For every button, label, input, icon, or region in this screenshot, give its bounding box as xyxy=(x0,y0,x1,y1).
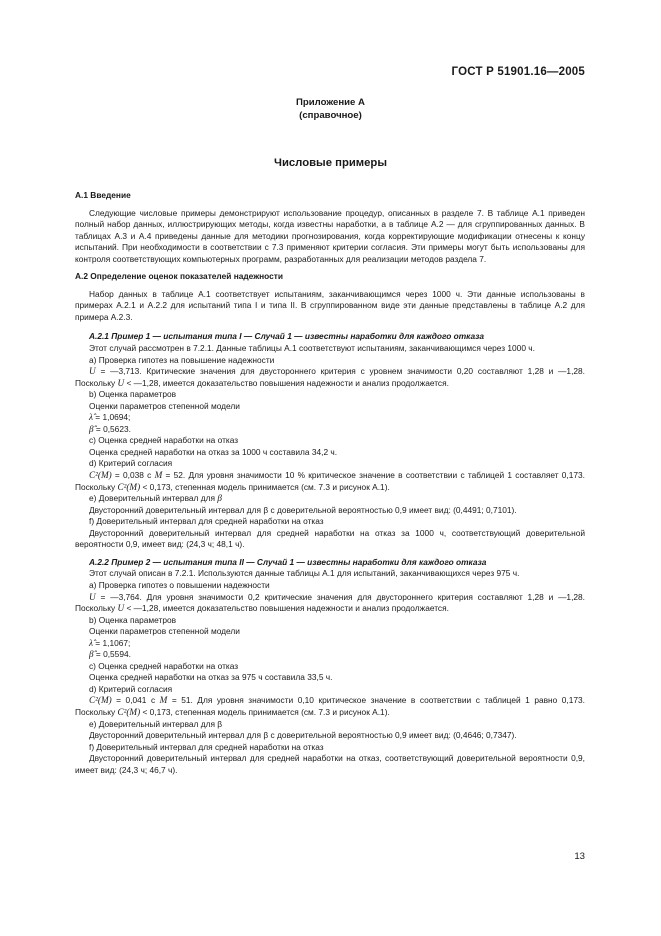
item-ex2-f-text: Двусторонний доверительный интервал для средней наработки на отказ, соответствующий доверительной вероятности 0,9, имеет вид: (24,3 ч; 46,7 ч). xyxy=(75,753,585,775)
item-ex2-b-label: b) Оценка параметров xyxy=(89,614,177,625)
subsection-heading-a22: А.2.2 Пример 2 — испытания типа II — Случай 1 — известны наработки для каждого отказа xyxy=(89,556,487,567)
item-ex2-c-text: Оценка средней наработки на отказ за 975 ч составила 33,5 ч. xyxy=(89,672,333,683)
paragraph-intro: Следующие числовые примеры демонстрируют использование процедур, описанных в разделе 7. В таблице А.1 приведен полный набор данных, иллюстрирующих методы, когда известны наработки, а в таблице А.2 — для сгруппированных данных. В таблицах А.3 и А.4 приведены данные для методики прогнозирования, когда корректирующие модификации отнесены к концу испытаний. При необходимости в соответствии с 7.3 применяют критерии согласия. Эти примеры могут быть использованы для контроля соответствующих компьютерных программ, разработанных для реализации методов раздела 7. xyxy=(75,207,585,264)
section-heading-a1: А.1 Введение xyxy=(75,190,131,200)
item-ex2-d-label: d) Критерий согласия xyxy=(89,683,173,694)
item-ex2-d-text: C²(M) = 0,041 с M = 51. Для уровня значимости 0,10 критическое значение в соответствии с таблицей 1 равно 0,173. Поскольку C²(M) < 0,173, степенная модель принимается (см. 7.3 и рисунок А.1). xyxy=(75,695,585,717)
section-heading-a2: А.2 Определение оценок показателей надежности xyxy=(75,271,284,282)
item-ex2-b-sub: Оценки параметров степенной модели xyxy=(89,626,240,637)
item-ex1-d-text: C²(M) = 0,038 с M = 52. Для уровня значимости 10 % критическое значение в соответствии с таблицей 1 составляет 0,173. Поскольку C²(M) < 0,173, степенная модель принимается (см. 7.3 и рисунок А.1). xyxy=(75,470,585,492)
item-ex1-a-label: а) Проверка гипотез на повышение надежности xyxy=(89,354,275,365)
item-ex1-b-label: b) Оценка параметров xyxy=(89,389,177,400)
paragraph-ex1-intro: Этот случай рассмотрен в 7.2.1. Данные таблицы А.1 соответствуют испытаниям, заканчивающимся через 1000 ч. xyxy=(89,343,535,354)
item-ex2-lambda: λ̂ = 1,1067; xyxy=(89,637,131,648)
item-ex2-f-label: f) Доверительный интервал для средней наработки на отказ xyxy=(89,741,324,752)
item-ex1-b-sub: Оценки параметров степенной модели xyxy=(89,400,240,411)
item-ex1-d-label: d) Критерий согласия xyxy=(89,458,173,469)
annex-type: (справочное) xyxy=(299,110,362,121)
item-ex1-e-label: е) Доверительный интервал для β xyxy=(89,493,222,504)
page-title: Числовые примеры xyxy=(274,157,387,169)
item-ex1-lambda: λ̂ = 1,0694; xyxy=(89,412,131,423)
item-ex2-beta: β̂ = 0,5594. xyxy=(89,649,131,660)
item-ex2-c-label: с) Оценка средней наработки на отказ xyxy=(89,660,239,671)
annex-label: Приложение А xyxy=(296,97,365,108)
item-ex1-f-label: f) Доверительный интервал для средней наработки на отказ xyxy=(89,516,324,527)
document-body xyxy=(75,190,585,776)
item-ex1-f-text: Двусторонний доверительный интервал для средней наработки на отказ за 1000 ч, соответствующий доверительной вероятности 0,9, имеет вид: (24,3 ч; 48,1 ч). xyxy=(75,527,585,550)
item-ex1-beta: β̂ = 0,5623. xyxy=(89,423,131,434)
item-ex2-a-text: U = —3,764. Для уровня значимости 0,2 критические значения для двустороннего критерия составляют 1,28 и —1,28. Поскольку U < —1,28, имеется доказательство повышения надежности и анализ продолжается. xyxy=(75,591,585,614)
paragraph-ex2-intro: Этот случай описан в 7.2.1. Используются данные таблицы А.1 для испытаний, заканчивающихся через 975 ч. xyxy=(89,568,520,579)
item-ex1-c-label: с) Оценка средней наработки на отказ xyxy=(89,435,239,446)
page-number: 13 xyxy=(574,851,585,862)
item-ex1-e-text: Двусторонний доверительный интервал для β с доверительной вероятностью 0,9 имеет вид: (0,4491; 0,7101). xyxy=(89,504,517,515)
standard-header: ГОСТ Р 51901.16—2005 xyxy=(451,66,585,78)
symbol-u: U xyxy=(89,366,96,377)
item-ex2-e-text: Двусторонний доверительный интервал для β с доверительной вероятностью 0,9 имеет вид: (0,4646; 0,7347). xyxy=(89,730,517,741)
item-ex1-a-text: U = —3,713. Критические значения для двустороннего критерия с уровнем значимости 0,20 составляют 1,28 и —1,28. Поскольку U < —1,28, имеется доказательство повышения надежности и анализ продолжается. xyxy=(75,366,585,388)
item-ex2-a-label: а) Проверка гипотез о повышении надежности xyxy=(89,579,270,590)
paragraph-a2: Набор данных в таблице А.1 соответствует испытаниям, заканчивающимся через 1000 ч. Эти данные использованы в примерах А.2.1 и А.2.2 для испытаний типа I и типа II. В сгруппированном виде эти данные представлены в таблице А.2 для примера А.2.3. xyxy=(75,288,585,322)
subsection-heading-a21: А.2.1 Пример 1 — испытания типа I — Случай 1 — известны наработки для каждого отказа xyxy=(89,331,485,342)
item-ex2-e-label: е) Доверительный интервал для β xyxy=(89,718,223,729)
item-ex1-c-text: Оценка средней наработки на отказ за 1000 ч составила 34,2 ч. xyxy=(89,446,338,457)
